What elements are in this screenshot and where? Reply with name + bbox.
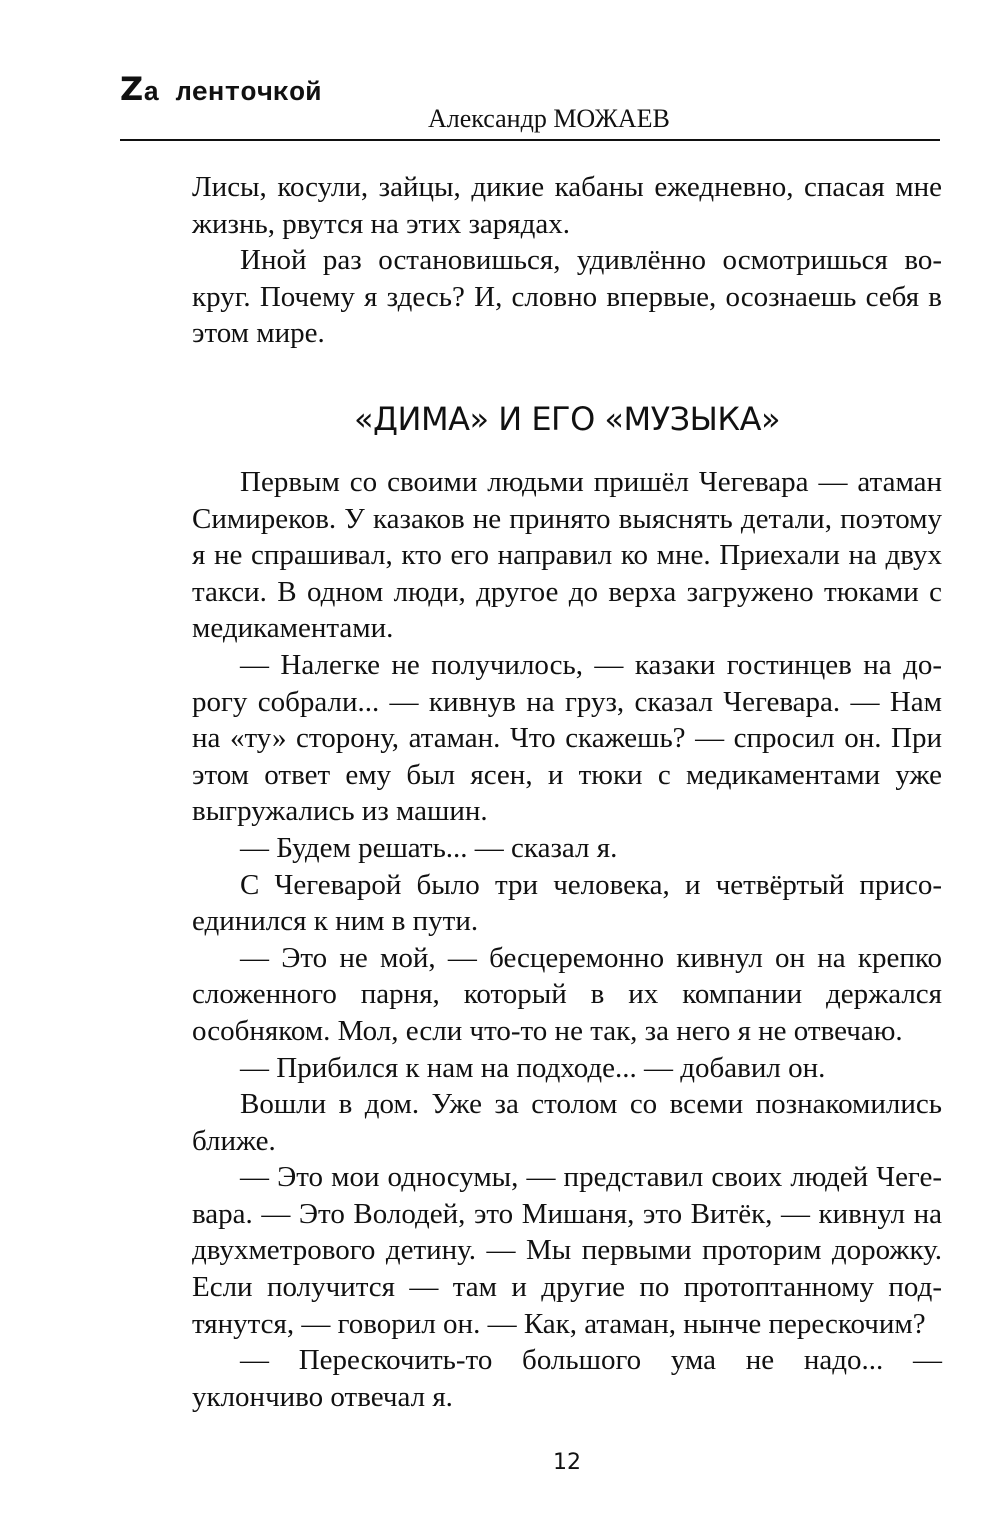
paragraph: — Это мои односумы, — представил своих людей Чегевара. — Это Володей, это Мишаня, это Витёк, — кивнул на двухметрового детину. — Мы первыми проторим дорожку. Если получится — там и другие по протоптанному подтянутся, — говорил он. — Как, атаман, нынче перескочим? bbox=[192, 1161, 942, 1340]
paragraph: Первым со своими людьми пришёл Чегевара — атаман Симиреков. У казаков не принято выяснять детали, поэтому я не спрашивал, кто его направил ко мне. Приехали на двух такси. В одном люди, другое до верха загружено тюками с медикаментами. bbox=[192, 466, 942, 645]
series-title-initial: Z bbox=[120, 70, 144, 108]
section-title: «ДИМА» И ЕГО «МУЗЫКА» bbox=[353, 400, 781, 438]
page-number: 12 bbox=[553, 1450, 581, 1475]
series-title-rest: а ленточкой bbox=[143, 79, 322, 109]
paragraph: Иной раз остановишься, удивлённо осмотришься вокруг. Почему я здесь? И, словно впервые, осознаешь себя в этом мире. bbox=[192, 244, 942, 350]
author-name: Александр МОЖАЕВ bbox=[428, 104, 670, 133]
paragraph: Лисы, косули, зайцы, дикие кабаны ежедневно, спасая мне жизнь, рвутся на этих зарядах. bbox=[192, 171, 942, 240]
running-head bbox=[120, 64, 940, 144]
paragraph: С Чегеварой было три человека, и четвёртый присоединился к ним в пути. bbox=[192, 868, 942, 938]
paragraph: Вошли в дом. Уже за столом со всеми познакомились ближе. bbox=[192, 1088, 942, 1157]
paragraph: — Будем решать... — сказал я. bbox=[240, 831, 618, 864]
series-title bbox=[120, 70, 321, 109]
paragraph: — Налегке не получилось, — казаки гостинцев на дорогу собрали... — кивнув на груз, сказал Чегевара. — Нам на «ту» сторону, атаман. Что скажешь? — спросил он. При этом ответ ему был ясен, и тюки с медикаментами уже выгружались из машин. bbox=[192, 648, 942, 828]
section-body bbox=[192, 464, 942, 1415]
paragraph: — Прибился к нам на подходе... — добавил он. bbox=[240, 1051, 826, 1084]
opening-text bbox=[192, 169, 942, 352]
paragraph: — Это не мой, — бесцеремонно кивнул он на крепко сложенного парня, который в их компании держался особняком. Мол, если что-то не так, за него я не отвечаю. bbox=[192, 941, 942, 1047]
paragraph: — Перескочить-то большого ума не надо... — уклончиво отвечал я. bbox=[192, 1344, 942, 1413]
header-rule bbox=[120, 139, 940, 141]
